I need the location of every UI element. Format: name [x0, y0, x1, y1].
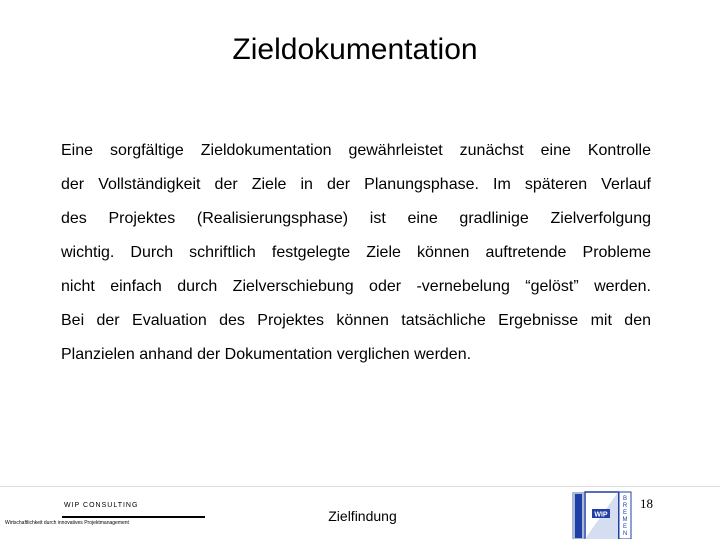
logo-letter: R: [622, 503, 628, 509]
footer-divider: [0, 486, 720, 487]
body-line: Eine sorgfältige Zieldokumentation gewährleistet zunächst eine Kontrolle: [61, 142, 651, 159]
logo-letter: N: [622, 531, 628, 537]
body-line: nicht einfach durch Zielverschiebung oder -vernebelung “gelöst” werden.: [61, 278, 651, 295]
slide-body: [61, 134, 651, 372]
wip-bremen-logo: [572, 489, 632, 539]
logo-letter: E: [622, 510, 628, 516]
slide-title: Zieldokumentation: [232, 33, 478, 66]
page-number: 18: [640, 496, 653, 511]
company-tagline: Wirtschaftlichkeit durch innovatives Projektmanagement: [5, 520, 129, 526]
footer-section-label: Zielfindung: [328, 508, 397, 524]
body-line: wichtig. Durch schriftlich festgelegte Ziele können auftretende Probleme: [61, 244, 651, 261]
logo-letter: B: [622, 496, 628, 502]
body-line: Planzielen anhand der Dokumentation verglichen werden.: [61, 346, 472, 363]
body-line: des Projektes (Realisierungsphase) ist eine gradlinige Zielverfolgung: [61, 210, 651, 227]
company-name: WIP CONSULTING: [64, 502, 139, 509]
logo-letter: E: [622, 524, 628, 530]
body-line: Bei der Evaluation des Projektes können tatsächliche Ergebnisse mit den: [61, 312, 651, 329]
company-underline: [62, 516, 205, 518]
logo-letter: M: [622, 517, 628, 523]
logo-left-stripe: [575, 494, 582, 538]
logo-wip-text: WIP: [594, 511, 608, 519]
body-line: der Vollständigkeit der Ziele in der Planungsphase. Im späteren Verlauf: [61, 176, 651, 193]
